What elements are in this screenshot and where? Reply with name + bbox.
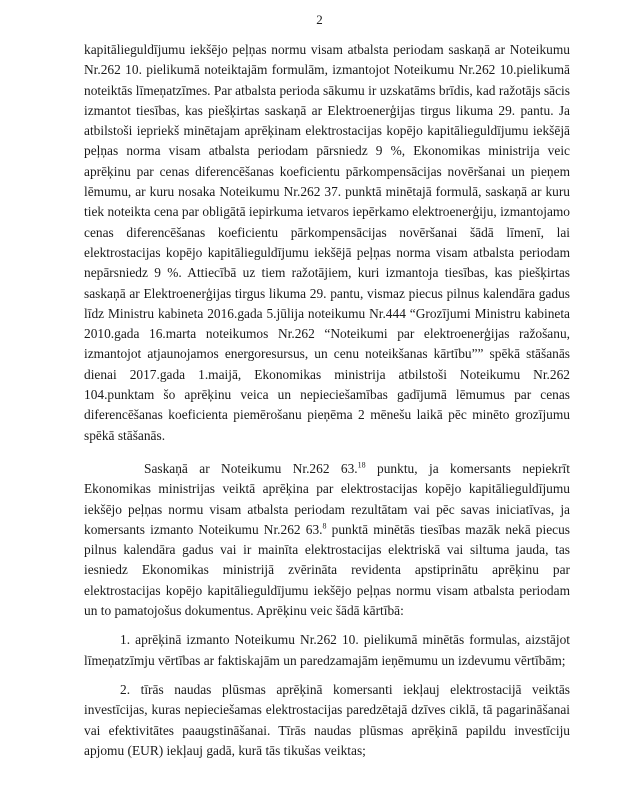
- paragraph-2-end: punktā minētās tiesības mazāk nekā piecus pilnus kalendāra gadus vai ir mainīta elektrostacijas elektriskā vai siltuma jauda, tas iesniedz Ekonomikas ministrijā zvērināta revidenta apstiprinātu aprēķinu par elektrostacijas kopējo kapitālieguldījumu iekšējo peļņas normu visam atbalsta periodam un to pamatojošus dokumentus.: [84, 521, 570, 619]
- list-item-2: 2. tīrās naudas plūsmas aprēķinā komersanti iekļauj elektrostacijā veiktās investīcijas, kuras nepieciešamas elektrostacijas paredzētajā dzīves ciklā, tā pagarināšanai vai efektivitātes paaugstināšanai. Tīrās naudas plūsmas aprēķinā papildu investīciju apjomu (EUR) iekļauj gadā, kurā tās tikušas veiktas;: [84, 681, 570, 758]
- superscript-8: 8: [322, 521, 327, 531]
- superscript-18: 18: [357, 460, 366, 470]
- paragraph-1: kapitālieguldījumu iekšējo peļņas normu visam atbalsta periodam saskaņā ar Noteikumu Nr.262 10. pielikumā noteiktajām formulām, izmantojot Noteikumu Nr.262 10.pielikumā noteiktās līmeņatzīmes. Par atbalsta perioda sākumu ir uzskatāms brīdis, kad ražotājs sācis izmantot tiesības, kas piešķirtas saskaņā ar Elektroenerģijas tirgus likuma 29. pantu. Ja atbilstoši iepriekš minētajam aprēķinam elektrostacijas kopējo kapitālieguldījumu iekšējā peļņas norma visam atbalsta periodam pārsniedz 9 %, Ekonomikas ministrija veic aprēķinu par cenas diferencēšanas koeficientu pārkompensācijas novēršanai un pieņem lēmumu, ar kuru nosaka Noteikumu Nr.262 37. punktā minētajā formulā, saskaņā ar kuru tiek noteikta cena par obligātā iepirkuma ietvaros iepērkamo elektroenerģiju, izmantojamo cenas diferencēšanas koeficientu pārkompensācijas novēršanai šādā līmenī, lai elektrostacijas kopējo kapitālieguldījumu iekšējā peļņas norma visam atbalsta periodam nepārsniedz 9 %. Attiecībā uz tiem ražotājiem, kuri izmantoja tiesības, kas piešķirtas saskaņā ar Elektroenerģijas tirgus likuma 29. pantu, vismaz piecus pilnus kalendāra gadus līdz Ministru kabineta 2016.gada 5.jūlija noteikumu Nr.444 “Grozījumi Ministru kabineta 2010.gada 16.marta noteikumos Nr.262 “Noteikumi par elektroenerģijas ražošanu, izmantojot atjaunojamos energoresursus, un cenu noteikšanas kārtību”” spēkā stāšanās dienai 2017.gada 1.maijā, Ekonomikas ministrija atbilstoši Noteikumu Nr.262 104.punktam šo aprēķinu veica un nepieciešamības gadījumā lēmumus par cenas diferencēšanas koeficienta piemērošanu pieņēma 2 mēnešu laikā pēc minēto grozījumu spēkā stāšanās.: [84, 42, 570, 443]
- paragraph-2: [84, 459, 570, 621]
- list-item-1: 1. aprēķinā izmanto Noteikumu Nr.262 10. pielikumā minētās formulas, aizstājot līmeņatzīmju vērtības ar faktiskajām un paredzamajām ieņēmumu un izdevumu vērtībām;: [84, 632, 570, 668]
- paragraph-3: Aprēķinu veic šādā kārtībā:: [256, 603, 404, 619]
- paragraph-2-middle: punktu, ja komersants nepiekrīt Ekonomikas ministrijas veiktā aprēķina par elektrostacijas kopējo kapitālieguldījumu iekšējo peļņas normu visam atbalsta periodam rezultātam vai pēc savas iniciatīvas, ja komersants izmanto Noteikumu Nr.262 63.: [84, 460, 570, 537]
- paragraph-2-start: Saskaņā ar Noteikumu Nr.262 63.: [144, 460, 358, 476]
- page-number: 2: [316, 12, 323, 27]
- document-body: [84, 40, 570, 761]
